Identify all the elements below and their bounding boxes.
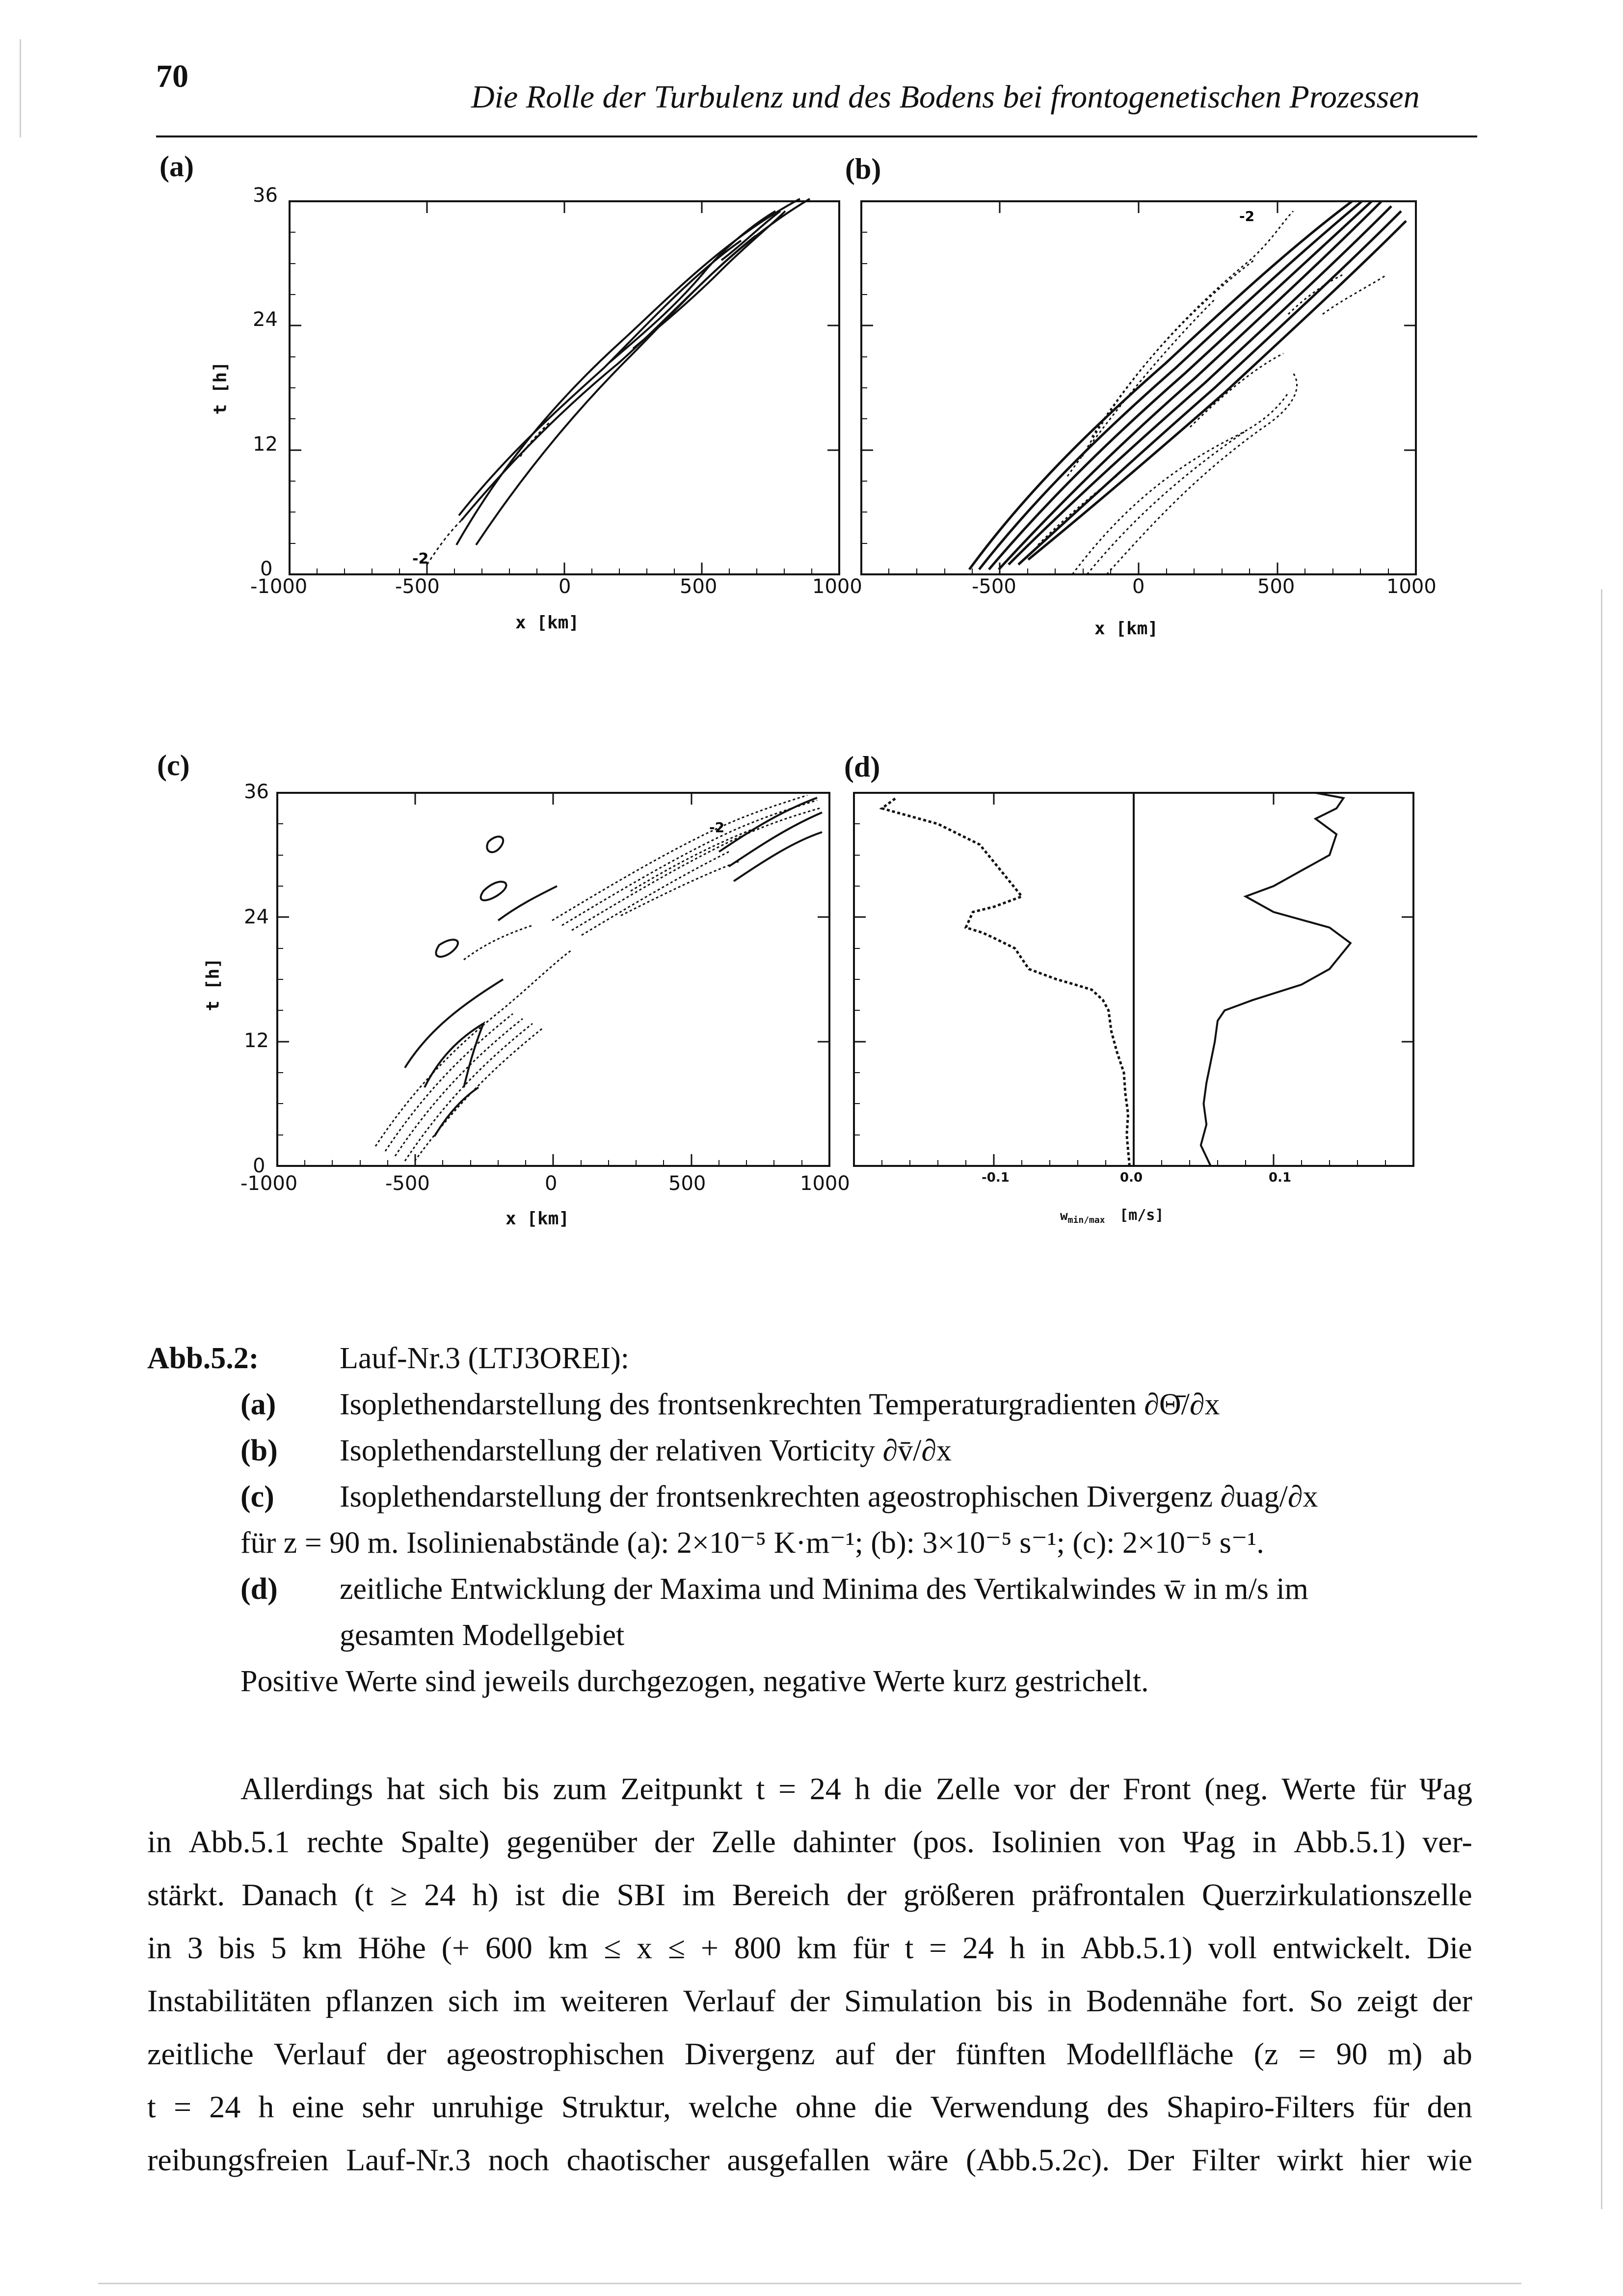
panel-a-contour-label: -2 — [412, 550, 429, 567]
caption-b-key: (b) — [240, 1434, 278, 1467]
panel-label-a: (a) — [160, 150, 194, 183]
caption-c-row-2 — [147, 1520, 1482, 1566]
scan-edge-bottom — [98, 2283, 1521, 2284]
panel-c-minor-ticks — [277, 824, 802, 1166]
panel-a-frame — [290, 201, 839, 574]
panel-a-xtick-500: 500 — [680, 575, 718, 598]
panel-c-xtick-m500: -500 — [385, 1172, 430, 1195]
panel-c-ticks — [277, 793, 829, 1166]
panel-d-minor-ticks — [854, 824, 1385, 1166]
panel-a-xtick-m1000: -1000 — [250, 575, 308, 598]
body-line: Allerdings hat sich bis zum Zeitpunkt t = 24 h die Zelle vor der Front (neg. Werte für Ψag — [240, 1771, 1472, 1806]
caption-d-key: (d) — [240, 1572, 278, 1606]
panel-a-ytick-0: 0 — [260, 558, 273, 580]
panel-c-ytick-36: 36 — [244, 781, 269, 803]
caption-c-text-2: für z = 90 m. Isolinienabstände (a): 2×10⁻⁵ K·m⁻¹; (b): 3×10⁻⁵ s⁻¹; (c): 2×10⁻⁵ s⁻¹. — [240, 1526, 1264, 1560]
panel-a-ytick-24: 24 — [253, 308, 278, 331]
caption-title-row — [147, 1335, 1482, 1381]
panel-label-b: (b) — [845, 153, 881, 185]
panel-d-xlabel-symbol: w — [1060, 1209, 1068, 1223]
panel-b-dashed-contours — [1038, 211, 1386, 574]
panel-a-ticks — [290, 201, 839, 574]
panel-b-contours — [969, 201, 1406, 569]
caption-title: Lauf-Nr.3 (LTJ3OREI): — [340, 1342, 630, 1375]
panel-c-ytick-0: 0 — [253, 1155, 266, 1177]
body-line: stärkt. Danach (t ≥ 24 h) ist die SBI im Bereich der größeren präfrontalen Querzirkulationszelle — [147, 1877, 1472, 1912]
caption-c-row — [147, 1474, 1482, 1520]
caption-label: Abb.5.2: — [147, 1342, 259, 1375]
panel-c-xtick-1000: 1000 — [800, 1172, 850, 1195]
panel-b-xtick-0: 0 — [1132, 575, 1145, 598]
caption-note-row — [147, 1658, 1482, 1704]
panel-b-contour-label: -2 — [1239, 208, 1255, 224]
panel-d-xlabel-unit: [m/s] — [1119, 1207, 1164, 1224]
panel-a-ytick-12: 12 — [253, 433, 278, 456]
caption-d-text: zeitliche Entwicklung der Maxima und Minima des Vertikalwindes w̄ in m/s im — [340, 1572, 1308, 1606]
panel-d-xtick-01: 0.1 — [1269, 1170, 1292, 1185]
panel-d-plot — [854, 793, 1413, 1166]
panel-c-xtick-0: 0 — [545, 1172, 558, 1195]
panel-c-contours — [405, 798, 822, 1136]
body-line: in Abb.5.1 rechte Spalte) gegenüber der Zelle dahinter (pos. Isolinien von Ψag in Abb.5.1) ver- — [147, 1824, 1472, 1859]
panel-c-xtick-m1000: -1000 — [240, 1172, 298, 1195]
panel-c-contour-label: -2 — [709, 819, 725, 836]
caption-d-row — [147, 1566, 1482, 1612]
panel-a-plot — [290, 201, 839, 574]
panel-a-minor-ticks — [290, 232, 812, 574]
panel-b-xtick-m500: -500 — [972, 575, 1016, 598]
caption-c-key: (c) — [240, 1480, 274, 1513]
panel-c-xlabel: x [km] — [506, 1209, 570, 1229]
panel-a-ylabel: t [h] — [210, 361, 231, 415]
panel-d-xtick-0: 0.0 — [1120, 1170, 1143, 1185]
panel-a-ytick-36: 36 — [253, 184, 278, 207]
panel-b-xlabel: x [km] — [1094, 619, 1159, 639]
panel-c-ylabel: t [h] — [203, 958, 223, 1011]
body-line: zeitliche Verlauf der ageostrophischen Divergenz auf der fünften Modellfläche (z = 90 m) ab — [147, 2036, 1472, 2071]
caption-b-text: Isoplethendarstellung der relativen Vorticity ∂v̄/∂x — [340, 1434, 952, 1467]
panel-d-xlabel — [1060, 1207, 1164, 1225]
figure-caption — [147, 1335, 1482, 1704]
panel-c-frame — [277, 793, 829, 1166]
caption-d-text-2: gesamten Modellgebiet — [340, 1619, 625, 1652]
scan-edge-right — [1601, 589, 1602, 2209]
body-line: t = 24 h eine sehr unruhige Struktur, welche ohne die Verwendung des Shapiro-Filters für den — [147, 2089, 1472, 2124]
body-paragraph — [147, 1762, 1472, 2187]
panel-b-plot — [861, 201, 1416, 574]
caption-c-text: Isoplethendarstellung der frontsenkrechten ageostrophischen Divergenz ∂uag/∂x — [340, 1480, 1318, 1513]
running-title: Die Rolle der Turbulenz und des Bodens bei frontogenetischen Prozessen — [471, 79, 1420, 115]
panel-a-contours — [456, 199, 810, 545]
panel-b-minor-ticks — [861, 232, 1388, 574]
panel-c-plot — [277, 793, 829, 1166]
caption-a-key: (a) — [240, 1388, 276, 1421]
panel-d-series — [882, 793, 1351, 1166]
panel-a-xtick-0: 0 — [559, 575, 571, 598]
caption-a-text: Isoplethendarstellung des frontsenkrechten Temperaturgradienten ∂Θ̄/∂x — [340, 1388, 1220, 1421]
panel-label-c: (c) — [157, 749, 190, 782]
header-rule — [156, 135, 1477, 137]
panel-a-xtick-1000: 1000 — [812, 575, 862, 598]
body-line: Instabilitäten pflanzen sich im weiteren Verlauf der Simulation bis in Bodennähe fort. So zeigt der — [147, 1983, 1472, 2018]
scan-edge-left — [20, 39, 21, 137]
body-line: reibungsfreien Lauf-Nr.3 noch chaotischer ausgefallen wäre (Abb.5.2c). Der Filter wirkt hier wie — [147, 2142, 1472, 2177]
page-number: 70 — [156, 58, 188, 94]
panel-label-d: (d) — [844, 751, 880, 783]
series-minimum-line — [882, 798, 1130, 1166]
panel-c-ytick-24: 24 — [244, 906, 269, 928]
caption-d-row-2 — [147, 1612, 1482, 1658]
panel-c-ytick-12: 12 — [244, 1029, 269, 1052]
panel-c-xtick-500: 500 — [668, 1172, 706, 1195]
series-maximum-line — [1201, 793, 1351, 1166]
panel-b-xtick-500: 500 — [1257, 575, 1295, 598]
panel-d-xtick-m01: -0.1 — [982, 1170, 1010, 1185]
panel-a-xtick-m500: -500 — [395, 575, 440, 598]
panel-a-xlabel: x [km] — [515, 613, 580, 633]
caption-note: Positive Werte sind jeweils durchgezogen, negative Werte kurz gestrichelt. — [240, 1665, 1149, 1698]
panel-b-xtick-1000: 1000 — [1386, 575, 1437, 598]
caption-a-row — [147, 1381, 1482, 1428]
caption-b-row — [147, 1428, 1482, 1474]
body-line: in 3 bis 5 km Höhe (+ 600 km ≤ x ≤ + 800 km für t = 24 h in Abb.5.1) voll entwickelt. Die — [147, 1930, 1472, 1965]
panel-d-xlabel-sub: min/max — [1067, 1215, 1105, 1226]
